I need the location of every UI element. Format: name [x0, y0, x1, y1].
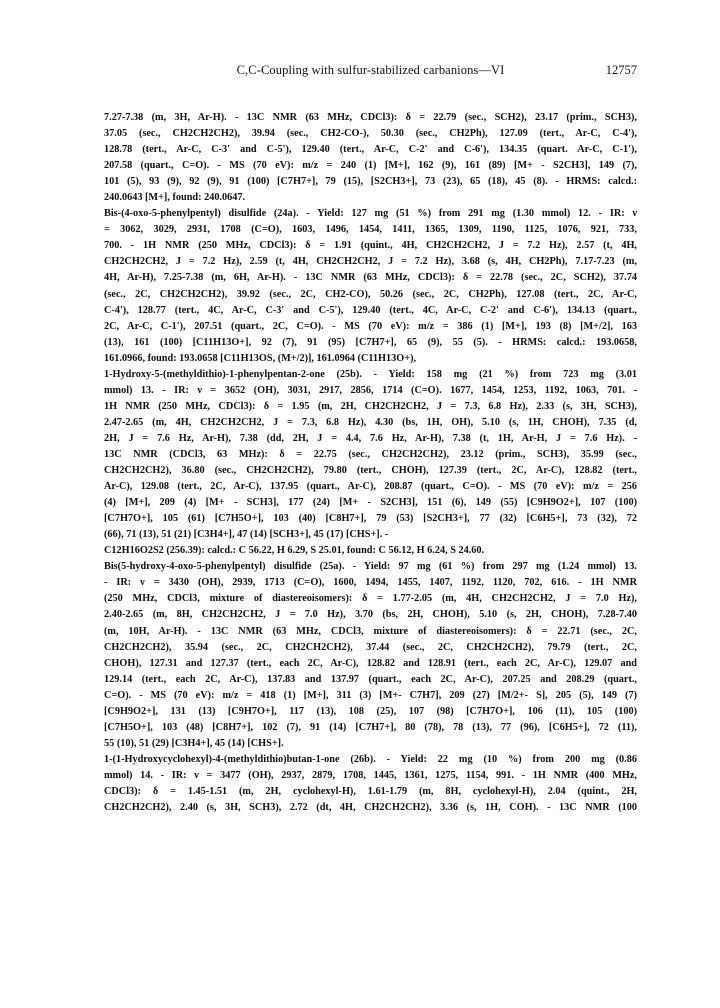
text-line: (m, 10H, Ar-H). - 13C NMR (63 MHz, CDCl3, mixture of diastereoisomers): δ = 22.71 (sec., 2C, — [104, 625, 637, 637]
text-line: C=O). - MS (70 eV): m/z = 418 (1) [M+], 311 (3) [M+- C7H7], 209 (27) [M/2+- S], 205 (5), 149 (7) — [104, 689, 637, 701]
text-line: 1-(1-Hydroxycyclohexyl)-4-(methyldithio)butan-1-one (26b). - Yield: 22 mg (10 %) from 200 mg (0.86 — [104, 753, 637, 765]
text-line: 2C, Ar-C, C-1'), 207.51 (quart., 2C, C=O). - MS (70 eV): m/z = 386 (1) [M+], 193 (8) [M+/2], 163 — [104, 320, 637, 332]
running-header — [104, 63, 637, 83]
page-number: 12757 — [605, 63, 637, 77]
text-line: Bis(5-hydroxy-4-oxo-5-phenylpentyl) disulfide (25a). - Yield: 97 mg (61 %) from 297 mg (1.24 mmol) 13. — [104, 561, 637, 573]
text-line: 128.78 (tert., Ar-C, C-3' and C-5'), 129.40 (tert., Ar-C, C-2' and C-6'), 134.35 (quart. Ar-C, C-1'), — [104, 144, 637, 156]
text-line: mmol) 14. - IR: ν = 3477 (OH), 2937, 2879, 1708, 1445, 1361, 1275, 1154, 991. - 1H NMR (400 MHz, — [104, 769, 637, 781]
text-line: [C9H9O2+], 131 (13) [C9H7O+], 117 (13), 108 (25), 107 (98) [C7H7O+], 106 (11), 105 (100) — [104, 705, 637, 717]
text-line: 2.40-2.65 (m, 8H, CH2CH2CH2, J = 7.0 Hz), 3.70 (bs, 2H, CHOH), 5.10 (s, 2H, CHOH), 7.28-7.40 — [104, 609, 637, 621]
text-line: 129.14 (tert., each 2C, Ar-C), 137.83 and 137.97 (quart., each 2C, Ar-C), 207.25 and 208.29 (quart., — [104, 673, 637, 685]
text-line: 2.47-2.65 (m, 4H, CH2CH2CH2, J = 7.3, 6.8 Hz), 4.30 (bs, 1H, OH), 5.10 (s, 1H, CHOH), 7.35 (d, — [104, 416, 637, 428]
text-line: [C7H5O+], 103 (48) [C8H7+], 102 (7), 91 (14) [C7H7+], 80 (78), 78 (13), 77 (96), [C6H5+], 72 (11), — [104, 721, 637, 733]
text-line: 37.05 (sec., CH2CH2CH2), 39.94 (sec., CH2-CO-), 50.30 (sec., CH2Ph), 127.09 (tert., Ar-C, C-4'), — [104, 128, 637, 140]
text-line: (13), 161 (100) [C11H13O+], 92 (7), 91 (95) [C7H7+], 65 (9), 55 (5). - HRMS: calcd.: 193.0658, — [104, 336, 637, 348]
text-line: 101 (5), 93 (9), 92 (9), 91 (100) [C7H7+], 79 (15), [S2CH3+], 73 (23), 65 (18), 45 (8). - HRMS: calcd.: — [104, 176, 637, 188]
text-line: 1H NMR (250 MHz, CDCl3): δ = 1.95 (m, 2H, CH2CH2CH2, J = 7.3, 6.8 Hz), 2.33 (s, 3H, SCH3), — [104, 400, 637, 412]
text-line: [C7H7O+], 105 (61) [C7H5O+], 103 (40) [C8H7+], 79 (53) [S2CH3+], 77 (32) [C6H5+], 73 (32), 72 — [104, 513, 637, 525]
text-line: 240.0643 [M+], found: 240.0647. — [104, 192, 246, 204]
text-line: = 3062, 3029, 2931, 1708 (C=O), 1603, 1496, 1454, 1411, 1365, 1309, 1190, 1125, 1076, 921, 733, — [104, 224, 637, 236]
text-line: 55 (10), 51 (29) [C3H4+], 45 (14) [CHS+]. — [104, 737, 284, 749]
text-line: (66), 71 (13), 51 (21) [C3H4+], 47 (14) [SCH3+], 45 (17) [CHS+]. - — [104, 529, 389, 541]
text-line: CH2CH2CH2, J = 7.2 Hz), 2.59 (t, 4H, CH2CH2CH2, J = 7.2 Hz), 3.68 (s, 4H, CH2Ph), 7.17-7.23 (m, — [104, 256, 637, 268]
text-line: 2H, J = 7.6 Hz, Ar-H), 7.38 (dd, 2H, J = 4.4, 7.6 Hz, Ar-H), 7.38 (t, 1H, Ar-H, J = 7.6 Hz). - — [104, 432, 637, 444]
text-line: Ar-C), 129.08 (tert., 2C, Ar-C), 137.95 (quart., Ar-C), 208.87 (quart., C=O). - MS (70 eV): m/z = 256 — [104, 481, 637, 493]
text-line: (250 MHz, CDCl3, mixture of diastereoisomers): δ = 1.77-2.05 (m, 4H, CH2CH2CH2, J = 7.0 Hz), — [104, 593, 637, 605]
text-line: C-4'), 128.77 (tert., 4C, Ar-C, C-3' and C-5'), 129.40 (tert., 4C, Ar-C, C-2' and C-6'), 134.13 (quart., — [104, 304, 637, 316]
text-line: CH2CH2CH2), 35.94 (sec., 2C, CH2CH2CH2), 37.44 (sec., 2C, CH2CH2CH2), 79.79 (tert., 2C, — [104, 641, 637, 653]
article-body — [104, 110, 637, 816]
text-line: C12H16O2S2 (256.39): calcd.: C 56.22, H 6.29, S 25.01, found: C 56.12, H 6.24, S 24.60. — [104, 545, 485, 557]
text-line: CH2CH2CH2), 2.40 (s, 3H, SCH3), 2.72 (dt, 4H, CH2CH2CH2), 3.36 (s, 1H, COH). - 13C NMR (100 — [104, 802, 637, 814]
text-line: 161.0966, found: 193.0658 [C11H13OS, (M+/2)], 161.0964 (C11H13O+), — [104, 352, 417, 364]
text-line: 13C NMR (CDCl3, 63 MHz): δ = 22.75 (sec., CH2CH2CH2), 23.12 (prim., SCH3), 35.99 (sec., — [104, 448, 637, 460]
text-line: Bis-(4-oxo-5-phenylpentyl) disulfide (24a). - Yield: 127 mg (51 %) from 291 mg (1.30 mmol) 12. - IR: ν — [104, 208, 637, 220]
text-line: (sec., 2C, CH2CH2CH2), 39.92 (sec., 2C, CH2-CO), 50.26 (sec., 2C, CH2Ph), 127.08 (tert., 2C, Ar-C, — [104, 288, 637, 300]
text-line: CHOH), 127.31 and 127.37 (tert., each 2C, Ar-C), 128.82 and 128.91 (tert., each 2C, Ar-C), 129.07 and — [104, 657, 637, 669]
running-title: C,C-Coupling with sulfur-stabilized carbanions—VI — [236, 63, 505, 77]
text-line: 700. - 1H NMR (250 MHz, CDCl3): δ = 1.91 (quint., 4H, CH2CH2CH2, J = 7.2 Hz), 2.57 (t, 4H, — [104, 240, 637, 252]
text-line: CH2CH2CH2), 36.80 (sec., CH2CH2CH2), 79.80 (tert., CHOH), 127.39 (tert., 2C, Ar-C), 128.82 (tert., — [104, 465, 637, 477]
text-line: - IR: ν = 3430 (OH), 2939, 1713 (C=O), 1600, 1494, 1455, 1407, 1192, 1120, 702, 616. - 1H NMR — [104, 577, 637, 589]
text-line: 7.27-7.38 (m, 3H, Ar-H). - 13C NMR (63 MHz, CDCl3): δ = 22.79 (sec., SCH2), 23.17 (prim., SCH3), — [104, 112, 637, 123]
text-line: mmol) 13. - IR: ν = 3652 (OH), 3031, 2917, 2856, 1714 (C=O). 1677, 1454, 1253, 1192, 1063, 701. - — [104, 384, 637, 396]
text-line: 4H, Ar-H), 7.25-7.38 (m, 6H, Ar-H). - 13C NMR (63 MHz, CDCl3): δ = 22.78 (sec., 2C, SCH2), 37.74 — [104, 272, 637, 284]
text-line: 1-Hydroxy-5-(methyldithio)-1-phenylpentan-2-one (25b). - Yield: 158 mg (21 %) from 723 mg (3.01 — [104, 368, 637, 380]
text-line: (4) [M+], 209 (4) [M+ - SCH3], 177 (24) [M+ - S2CH3], 151 (6), 149 (55) [C9H9O2+], 107 (100) — [104, 497, 637, 509]
text-line: 207.58 (quart., C=O). - MS (70 eV): m/z = 240 (1) [M+], 162 (9), 161 (89) [M+ - S2CH3], 149 (7), — [104, 160, 637, 172]
text-line: CDCl3): δ = 1.45-1.51 (m, 2H, cyclohexyl-H), 1.61-1.79 (m, 8H, cyclohexyl-H), 2.04 (quint., 2H, — [104, 785, 637, 797]
